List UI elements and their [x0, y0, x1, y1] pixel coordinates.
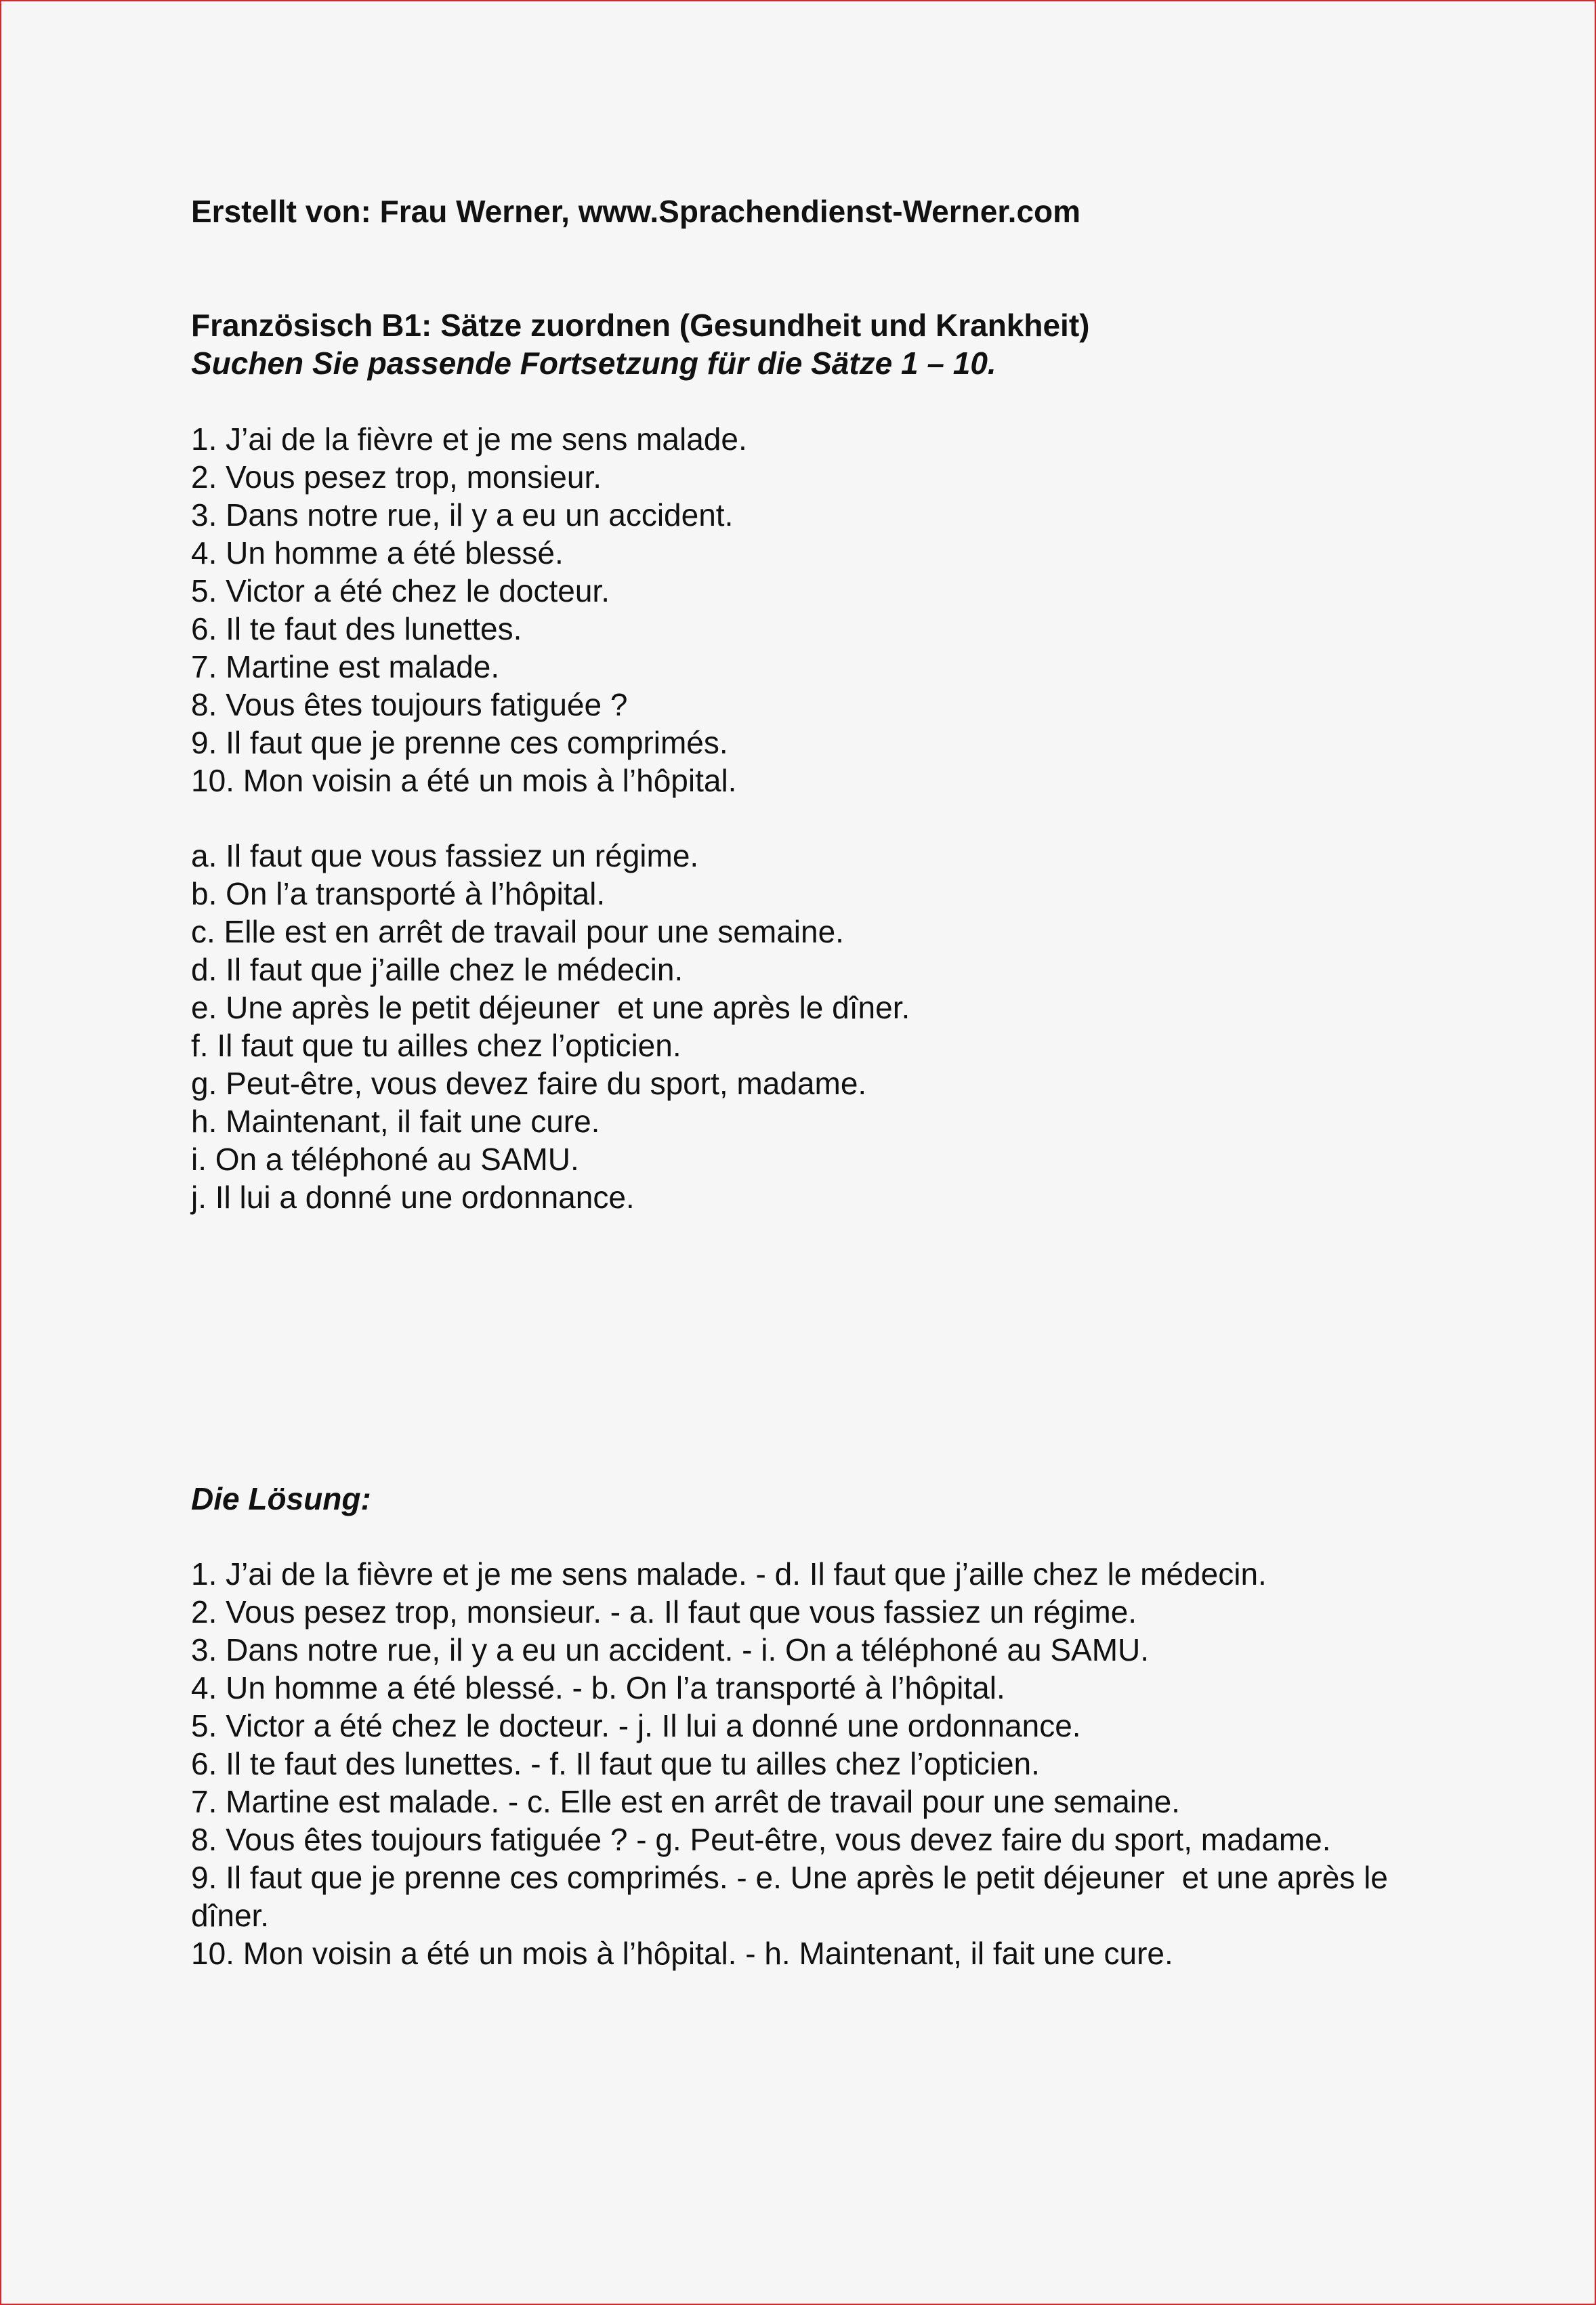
answer-item: h. Maintenant, il fait une cure.	[191, 1104, 600, 1139]
solution-item: 2. Vous pesez trop, monsieur. - a. Il faut que vous fassiez un régime.	[191, 1594, 1137, 1629]
question-item: 8. Vous êtes toujours fatiguée ?	[191, 687, 628, 722]
question-item: 5. Victor a été chez le docteur.	[191, 573, 610, 608]
solution-item: 1. J’ai de la fièvre et je me sens malade. - d. Il faut que j’aille chez le médecin.	[191, 1556, 1267, 1592]
answer-item: g. Peut-être, vous devez faire du sport, madame.	[191, 1066, 867, 1101]
solution-title: Die Lösung:	[191, 1481, 371, 1516]
question-item: 4. Un homme a été blessé.	[191, 535, 564, 570]
solution-item: 10. Mon voisin a été un mois à l’hôpital. - h. Maintenant, il fait une cure.	[191, 1936, 1173, 1971]
answer-item: f. Il faut que tu ailles chez l’opticien.	[191, 1028, 681, 1063]
question-item: 10. Mon voisin a été un mois à l’hôpital.	[191, 763, 737, 798]
answer-list	[191, 837, 1465, 1216]
author-line: Erstellt von: Frau Werner, www.Sprachendienst-Werner.com	[191, 194, 1081, 229]
solution-item: 3. Dans notre rue, il y a eu un accident. - i. On a téléphoné au SAMU.	[191, 1632, 1150, 1667]
question-item: 7. Martine est malade.	[191, 649, 500, 684]
solution-list	[191, 1555, 1410, 1972]
answer-item: j. Il lui a donné une ordonnance.	[191, 1180, 635, 1215]
author-header	[191, 192, 1465, 230]
answer-item: a. Il faut que vous fassiez un régime.	[191, 838, 699, 873]
answer-item: b. On l’a transporté à l’hôpital.	[191, 876, 606, 911]
solution-item: 7. Martine est malade. - c. Elle est en arrêt de travail pour une semaine.	[191, 1784, 1180, 1819]
answer-item: e. Une après le petit déjeuner et une après le dîner.	[191, 990, 910, 1025]
question-list	[191, 420, 1465, 800]
question-item: 9. Il faut que je prenne ces comprimés.	[191, 725, 728, 760]
solution-item: 4. Un homme a été blessé. - b. On l’a transporté à l’hôpital.	[191, 1670, 1005, 1705]
exercise-title: Französisch B1: Sätze zuordnen (Gesundheit und Krankheit)	[191, 308, 1090, 343]
exercise-instruction: Suchen Sie passende Fortsetzung für die Sätze 1 – 10.	[191, 346, 996, 381]
question-item: 1. J’ai de la fièvre et je me sens malade.	[191, 421, 747, 457]
solution-heading	[191, 1480, 1465, 1518]
solution-item: 9. Il faut que je prenne ces comprimés. - e. Une après le petit déjeuner et une après le dîner.	[191, 1860, 1397, 1933]
answer-item: i. On a téléphoné au SAMU.	[191, 1142, 579, 1177]
solution-item: 6. Il te faut des lunettes. - f. Il faut que tu ailles chez l’opticien.	[191, 1746, 1040, 1781]
question-item: 2. Vous pesez trop, monsieur.	[191, 459, 602, 495]
question-item: 3. Dans notre rue, il y a eu un accident.	[191, 497, 734, 533]
solution-item: 5. Victor a été chez le docteur. - j. Il lui a donné une ordonnance.	[191, 1708, 1081, 1743]
exercise-heading	[191, 306, 1465, 382]
answer-item: c. Elle est en arrêt de travail pour une semaine.	[191, 914, 844, 949]
solution-item: 8. Vous êtes toujours fatiguée ? - g. Peut-être, vous devez faire du sport, madame.	[191, 1822, 1331, 1857]
answer-item: d. Il faut que j’aille chez le médecin.	[191, 952, 684, 987]
question-item: 6. Il te faut des lunettes.	[191, 611, 522, 646]
